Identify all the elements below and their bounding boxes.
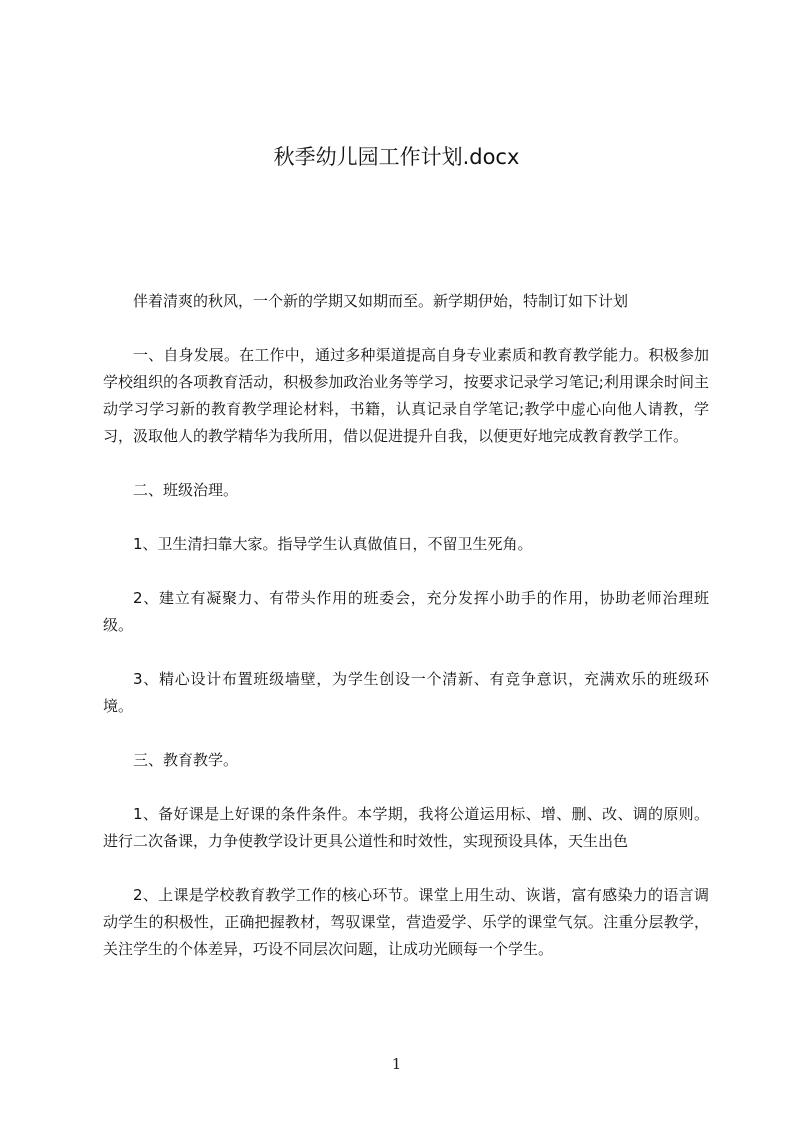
page-number: 1 bbox=[391, 1055, 402, 1073]
section-3-heading: 三、教育教学。 bbox=[133, 751, 239, 769]
section-2-item-1: 1、卫生清扫靠大家。指导学生认真做值日，不留卫生死角。 bbox=[133, 535, 533, 553]
document-title: 秋季幼儿园工作计划.docx bbox=[273, 145, 520, 169]
section-3-item-2: 2、上课是学校教育教学工作的核心环节。课堂上用生动、诙谐，富有感染力的语言调动学生的积极性，正确把握教材，驾驭课堂，营造爱学、乐学的课堂气氛。注重分层教学，关注学生的个体差异，巧设不同层次问题，让成功光顾每一个学生。 bbox=[103, 886, 709, 958]
section-2-item-3: 3、精心设计布置班级墙壁，为学生创设一个清新、有竞争意识，充满欢乐的班级环境。 bbox=[103, 670, 709, 715]
section-2-heading: 二、班级治理。 bbox=[133, 481, 239, 499]
intro-paragraph: 伴着清爽的秋风，一个新的学期又如期而至。新学期伊始，特制订如下计划 bbox=[133, 292, 629, 310]
section-1-paragraph: 一、自身发展。在工作中，通过多种渠道提高自身专业素质和教育教学能力。积极参加学校组织的各项教育活动，积极参加政治业务等学习，按要求记录学习笔记;利用课余时间主动学习学习新的教育教学理论材料，书籍，认真记录自学笔记;教学中虚心向他人请教，学习，汲取他人的教学精华为我所用，借以促进提升自我，以便更好地完成教育教学工作。 bbox=[103, 346, 709, 445]
section-2-item-2: 2、建立有凝聚力、有带头作用的班委会，充分发挥小助手的作用，协助老师治理班级。 bbox=[103, 589, 709, 634]
document-body bbox=[103, 288, 709, 990]
section-3-item-1: 1、备好课是上好课的条件条件。本学期，我将公道运用标、增、删、改、调的原则。进行二次备课，力争使教学设计更具公道性和时效性，实现预设具体，天生出色 bbox=[103, 805, 709, 850]
